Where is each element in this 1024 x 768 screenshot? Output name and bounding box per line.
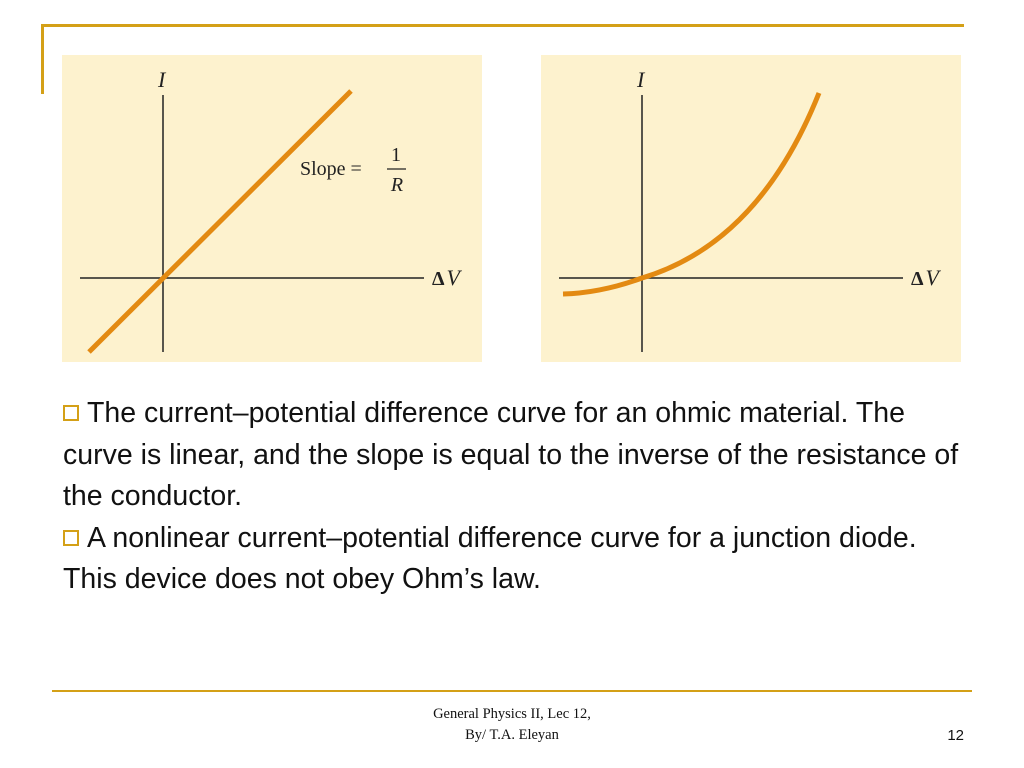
description-bullets [63,393,963,601]
slope-numerator: 1 [391,144,401,166]
checkbox-bullet-icon [63,405,79,421]
page-number: 12 [947,727,964,744]
slide-frame-top-line [44,24,964,27]
bullet-text: The current–potential difference curve for an ohmic material. The curve is linear, and the slope is equal to the inverse of the resistance of the conductor. [63,397,959,512]
ohmic-graph-svg [62,55,482,362]
diode-graph [541,55,961,362]
footer-divider-line [52,690,972,692]
footer-credit [380,704,644,746]
y-axis-label: I [637,67,645,92]
diode-graph-svg [541,55,961,362]
delta-symbol: Δ [911,268,924,290]
x-axis-label [432,265,463,290]
linear-curve [89,91,351,352]
nonlinear-curve [563,93,819,294]
footer-line-2: By/ T.A. Eleyan [465,727,559,743]
y-axis-label: I [158,67,166,92]
delta-symbol: Δ [432,268,445,290]
x-axis-var: V [446,265,460,290]
ohmic-graph [62,55,482,362]
footer-line-1: General Physics II, Lec 12, [433,706,591,722]
slope-label: Slope = [300,158,362,180]
slide-frame-left-line [41,24,44,94]
bullet-item-diode [63,518,963,601]
x-axis-label [911,265,942,290]
slope-denominator: R [390,174,404,196]
bullet-item-ohmic [63,393,963,518]
bullet-text: A nonlinear current–potential difference curve for a junction diode. This device does not obey Ohm’s law. [63,521,917,595]
checkbox-bullet-icon [63,530,79,546]
x-axis-var: V [925,265,939,290]
